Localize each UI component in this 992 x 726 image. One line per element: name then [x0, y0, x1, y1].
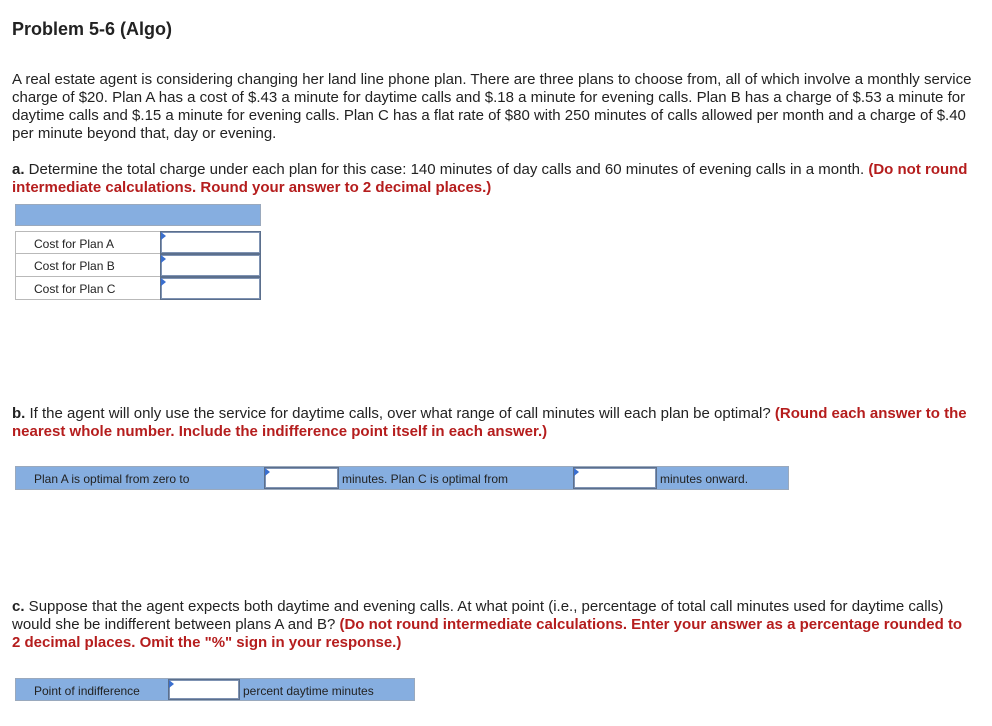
part-b-answer-row — [15, 466, 789, 490]
part-a-question-text: Determine the total charge under each plan for this case: 140 minutes of day calls and 60 minutes of evening calls in a month. — [24, 161, 865, 178]
input-marker-icon — [265, 468, 270, 476]
input-marker-icon — [169, 680, 174, 688]
part-a-question — [12, 161, 972, 197]
percent-daytime-label: percent daytime minutes — [243, 684, 374, 698]
table-row — [15, 254, 261, 277]
part-c-question-text: Suppose that the agent expects both daytime and evening calls. At what point (i.e., percentage of total call minutes used for daytime calls) would she be indifferent between plans A and B? — [12, 598, 944, 633]
plan-c-cost-label: Cost for Plan C — [15, 277, 160, 300]
input-marker-icon — [574, 468, 579, 476]
part-b-question-text: If the agent will only use the service for daytime calls, over what range of call minutes will each plan be optimal? — [25, 405, 771, 422]
part-c-question — [12, 598, 972, 652]
plan-a-optimal-label: Plan A is optimal from zero to — [34, 472, 190, 486]
input-marker-icon — [161, 232, 166, 240]
part-c-instruction: (Do not round intermediate calculations. Enter your answer as a percentage rounded to 2 decimal places. Omit the "%" sign in your response.) — [12, 616, 963, 651]
part-b-instruction: (Round each answer to the nearest whole number. Include the indifference point itself in each answer.) — [12, 405, 967, 440]
part-b-question — [12, 405, 972, 441]
plan-b-cost-input[interactable] — [160, 254, 261, 277]
page-title: Problem 5-6 (Algo) — [12, 19, 173, 39]
part-a-label: a. — [12, 161, 25, 178]
part-a-instruction: (Do not round intermediate calculations. Round your answer to 2 decimal places.) — [12, 161, 968, 196]
part-a-table — [15, 204, 261, 300]
input-marker-icon — [161, 278, 166, 286]
part-b-label: b. — [12, 405, 26, 422]
table-row — [15, 231, 261, 254]
plan-b-cost-label: Cost for Plan B — [15, 254, 160, 277]
part-c-answer-row — [15, 678, 415, 701]
table-row — [15, 277, 261, 300]
part-a-table-header — [15, 204, 261, 226]
plan-c-optimal-label: minutes. Plan C is optimal from — [342, 472, 509, 486]
plan-a-optimal-input[interactable] — [264, 467, 339, 489]
plan-c-cost-input[interactable] — [160, 277, 261, 300]
input-marker-icon — [161, 255, 166, 263]
indifference-point-input[interactable] — [168, 679, 240, 700]
problem-intro: A real estate agent is considering changing her land line phone plan. There are three plans to choose from, all of which involve a monthly service charge of $20. Plan A has a cost of $.43 a minute for daytime calls and $.18 a minute for evening calls. Plan B has a charge of $.53 a minute for daytime calls and $.15 a minute for evening calls. Plan C has a flat rate of $80 with 250 minutes of calls allowed per month and a charge of $.40 per minute beyond that, day or evening. — [12, 71, 972, 142]
indifference-point-label: Point of indifference — [34, 684, 140, 698]
plan-c-optimal-input[interactable] — [573, 467, 657, 489]
part-c-label: c. — [12, 598, 25, 615]
plan-a-cost-input[interactable] — [160, 231, 261, 254]
minutes-onward-label: minutes onward. — [660, 472, 749, 486]
plan-a-cost-label: Cost for Plan A — [15, 231, 160, 254]
